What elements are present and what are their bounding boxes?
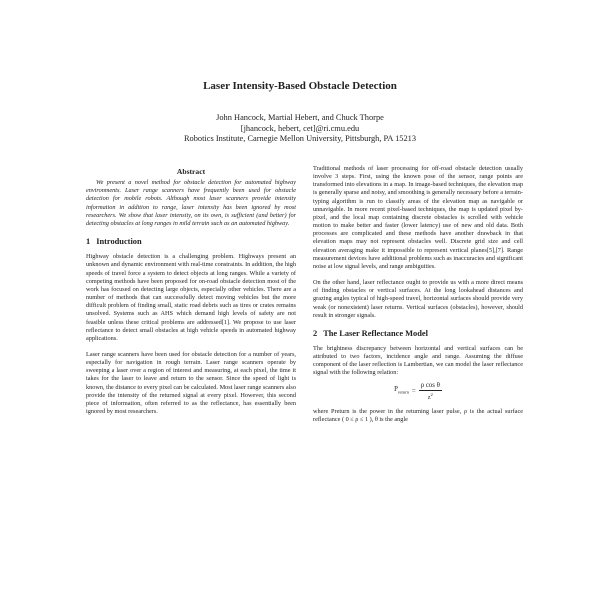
model-paragraph-1: The brightness discrepancy between horizontal and vertical surfaces can be attributed to two factors, incidence angle and range. Assuming the diffuse component of the laser reflection is Lambertian, we can model the laser reflectance signal with the following relation: <box>313 344 523 377</box>
left-column <box>86 168 296 416</box>
model-paragraph-2: where Preturn is the power in the returning laser pulse, ρ is the actual surface reflectance ( 0 ≤ ρ ≤ 1 ), θ is the angle <box>313 407 523 423</box>
section-1-heading <box>86 238 296 246</box>
intro-paragraph-3: Traditional methods of laser processing for off-road obstacle detection usually involve 3 steps. First, using the known pose of the sensor, range points are transformed into elevations in a map. In image-based techniques, the elevation map is generally sparse and noisy, and smoothing is generally necessary before a terrain-typing algorithm is run to classify areas of the elevation map as navigable or unnavigable. In more recent pixel-based techniques, the map is updated pixel by-pixel, and the local map containing discrete obstacles is scrolled with vehicle motion to make better and faster (lower latency) use of new and old data. Both processes are complicated and these methods have another drawback in that elevation maps may not represent obstacles well. Discrete grid size and cell elevation averaging make it impossible to represent vertical planes[5],[7]. Range measurement devices have additional problems such as inaccuracies and significant noise at low signal levels, and range ambiguities. <box>313 165 523 270</box>
intro-paragraph-4: On the other hand, laser reflectance ought to provide us with a more direct means of finding obstacles or vertical surfaces. At the long lookahead distances and grazing angles typical of high-speed travel, horizontal surfaces should provide very weak (or nonexistent) laser returns. Vertical surfaces (obstacles), however, should result in stronger signals. <box>313 279 523 319</box>
equation-lhs-subscript: return <box>397 389 409 395</box>
equation-operator: = <box>411 387 416 395</box>
section-2-number: 2 <box>313 328 318 338</box>
author-emails: [jhancock, hebert, cet]@ri.cmu.edu <box>240 123 360 133</box>
equation-lhs: $P_{return}$ <box>394 386 409 395</box>
reflectance-equation <box>313 382 523 402</box>
equation-fraction <box>419 382 442 402</box>
paper-title: Laser Intensity-Based Obstacle Detection <box>203 80 397 92</box>
section-1-number: 1 <box>86 237 91 247</box>
author-names: John Hancock, Martial Hebert, and Chuck Thorpe <box>216 113 384 122</box>
section-2-heading <box>313 330 523 338</box>
section-2-title: The Laser Reflectance Model <box>323 328 428 338</box>
equation-denominator: $z^2$ <box>427 391 433 401</box>
abstract-heading: Abstract <box>176 167 206 176</box>
intro-paragraph-2: Laser range scanners have been used for obstacle detection for a number of years, especially for navigation in rough terrain. Laser range scanners operate by sweeping a laser over a region of interest and measuring, at each pixel, the time it takes for the laser to leave and return to the sensor. Since the speed of light is known, the distance to every pixel can be calculated. Most laser range scanners also provide the intensity of the returned signal at every pixel. However, this second piece of information, often referred to as the reflectance, has essentially been ignored by most researchers. <box>86 350 296 416</box>
author-block <box>0 113 600 145</box>
author-affiliation: Robotics Institute, Carnegie Mellon University, Pittsburgh, PA 15213 <box>183 134 417 144</box>
right-column <box>313 165 523 424</box>
equation-numerator: ρ cos θ <box>420 381 440 389</box>
equation-exponent: 2 <box>430 391 433 397</box>
section-1-title: Introduction <box>96 237 142 247</box>
intro-paragraph-1: Highway obstacle detection is a challenging problem. Highways present an unknown and dynamic environment with real-time constraints. In addition, the high speeds of travel force a system to detect objects at long ranges. While a variety of competing methods have been proposed for on-road obstacle detection most of the work has focused on detecting large objects, especially other vehicles. There are a number of methods that can successfully detect moving vehicles but the more difficult problem of finding small, static road debris such as tires or crates remains unsolved. Systems such as AHS which demand high levels of safety are not feasible unless these critical problems are addressed[1]. We propose to use laser reflectance to detect small obstacles at high vehicle speeds in automated highway applications. <box>86 253 296 342</box>
abstract-body: We present a novel method for obstacle detection for automated highway environments. Laser range scanners have frequently been used for obstacle detection for mobile robots. Although most laser scanners provide intensity information in addition to range, laser intensity has been ignored by most researchers. We show that laser intensity, on its own, is sufficient (and better) for detecting obstacles at long ranges in mild terrain such as an automated highway. <box>86 179 296 227</box>
